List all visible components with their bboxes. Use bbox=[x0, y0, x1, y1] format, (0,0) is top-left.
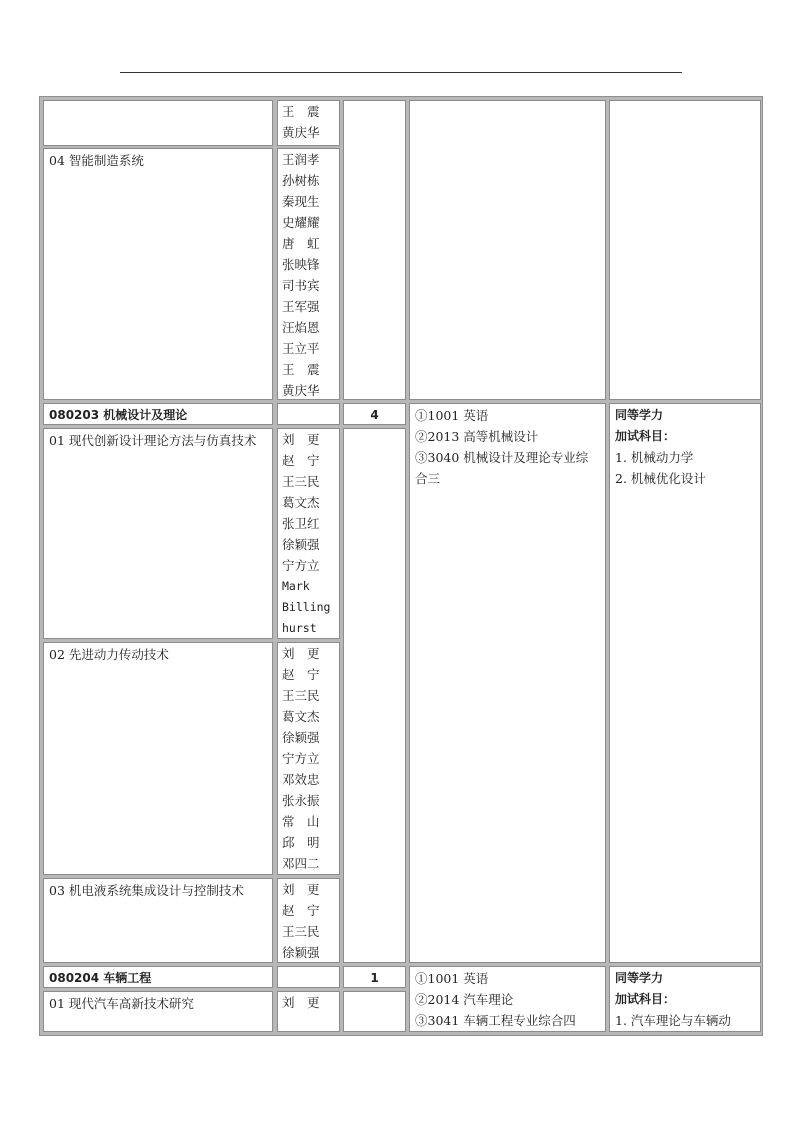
supervisor-name: 王三民 bbox=[282, 924, 320, 939]
supervisor-name: 秦现生 bbox=[282, 194, 320, 209]
direction-cell bbox=[43, 428, 273, 639]
exam-subject: ②2014 汽车理论 bbox=[415, 992, 514, 1007]
supervisors-cell bbox=[277, 148, 340, 400]
direction-cell bbox=[43, 642, 273, 875]
supervisor-name: 王三民 bbox=[282, 474, 320, 489]
direction-cell bbox=[43, 878, 273, 963]
quota-cell-empty bbox=[343, 991, 406, 1032]
supervisor-name: 宁方立 bbox=[282, 558, 320, 573]
supervisor-name: 宁方立 bbox=[282, 751, 320, 766]
notes-cell-empty bbox=[609, 100, 761, 400]
direction-title: 01 现代汽车高新技术研究 bbox=[49, 996, 194, 1011]
supervisor-name: 王三民 bbox=[282, 688, 320, 703]
supervisors-cell bbox=[277, 878, 340, 963]
supervisor-name: 葛文杰 bbox=[282, 709, 320, 724]
notes-cell bbox=[609, 966, 761, 1032]
quota-cell-empty bbox=[343, 428, 406, 963]
direction-cell-empty bbox=[43, 100, 273, 146]
quota-cell bbox=[343, 966, 406, 988]
program-table bbox=[39, 96, 763, 1036]
direction-title: 03 机电液系统集成设计与控制技术 bbox=[49, 883, 244, 898]
notes-cell bbox=[609, 403, 761, 963]
notes-subtitle: 加试科目： bbox=[615, 992, 676, 1006]
supervisor-name: 史耀耀 bbox=[282, 215, 320, 230]
supervisor-name: 徐颖强 bbox=[282, 945, 320, 960]
supervisor-name: 司书宾 bbox=[282, 278, 320, 293]
supervisor-name: 赵 宁 bbox=[282, 903, 320, 918]
supervisor-name: 张永振 bbox=[282, 793, 320, 808]
supervisor-header-empty bbox=[277, 403, 340, 425]
supervisor-name: 刘 更 bbox=[282, 995, 320, 1010]
exam-subject: ③3040 机械设计及理论专业综合三 bbox=[415, 450, 589, 486]
supervisor-name: 黄庆华 bbox=[282, 125, 320, 140]
notes-title: 同等学力 bbox=[615, 408, 664, 422]
supervisor-name: 邓效忠 bbox=[282, 772, 320, 787]
exam-subject: ②2013 高等机械设计 bbox=[415, 429, 539, 444]
supervisor-name: 唐 虹 bbox=[282, 236, 320, 251]
notes-subtitle: 加试科目： bbox=[615, 429, 676, 443]
supervisor-name: Mark bbox=[282, 579, 310, 593]
extra-subject: 2. 机械优化设计 bbox=[615, 471, 706, 486]
supervisor-name: 汪焰恩 bbox=[282, 320, 320, 335]
supervisor-name: 孙树栋 bbox=[282, 173, 320, 188]
major-title-cell bbox=[43, 966, 273, 988]
supervisor-name: 刘 更 bbox=[282, 646, 320, 661]
exam-subject: ③3041 车辆工程专业综合四 bbox=[415, 1013, 576, 1028]
supervisor-name: 王军强 bbox=[282, 299, 320, 314]
supervisor-name: 赵 宁 bbox=[282, 453, 320, 468]
exam-subject: ①1001 英语 bbox=[415, 408, 489, 423]
supervisors-cell bbox=[277, 100, 340, 146]
direction-cell bbox=[43, 991, 273, 1032]
supervisor-name: 张卫红 bbox=[282, 516, 320, 531]
exam-cell bbox=[409, 403, 606, 963]
supervisors-cell bbox=[277, 642, 340, 875]
supervisor-name: 赵 宁 bbox=[282, 667, 320, 682]
supervisor-name: 徐颖强 bbox=[282, 537, 320, 552]
quota-cell-empty bbox=[343, 100, 406, 400]
supervisor-name: hurst bbox=[282, 621, 317, 635]
quota-cell bbox=[343, 403, 406, 425]
direction-title: 01 现代创新设计理论方法与仿真技术 bbox=[49, 433, 257, 448]
direction-title: 04 智能制造系统 bbox=[49, 153, 144, 168]
supervisor-name: 刘 更 bbox=[282, 432, 320, 447]
supervisor-name: 王立平 bbox=[282, 341, 320, 356]
major-title: 080204 车辆工程 bbox=[49, 971, 152, 985]
notes-title: 同等学力 bbox=[615, 971, 664, 985]
supervisor-name: 黄庆华 bbox=[282, 383, 320, 398]
supervisors-cell bbox=[277, 991, 340, 1032]
major-title: 080203 机械设计及理论 bbox=[49, 408, 188, 422]
extra-subject: 1. 机械动力学 bbox=[615, 450, 694, 465]
quota-value: 4 bbox=[370, 408, 379, 422]
supervisor-name: 常 山 bbox=[282, 814, 320, 829]
supervisor-header-empty bbox=[277, 966, 340, 988]
exam-cell bbox=[409, 966, 606, 1032]
supervisor-name: 王润孝 bbox=[282, 152, 320, 167]
extra-subject: 1. 汽车理论与车辆动 bbox=[615, 1013, 731, 1028]
header-rule bbox=[120, 72, 682, 73]
quota-value: 1 bbox=[370, 971, 379, 985]
direction-cell bbox=[43, 148, 273, 400]
exam-subject: ①1001 英语 bbox=[415, 971, 489, 986]
direction-title: 02 先进动力传动技术 bbox=[49, 647, 169, 662]
supervisors-cell bbox=[277, 428, 340, 639]
supervisor-name: 刘 更 bbox=[282, 882, 320, 897]
supervisor-name: 邓四二 bbox=[282, 856, 320, 871]
supervisor-name: 张映锋 bbox=[282, 257, 320, 272]
supervisor-name: 葛文杰 bbox=[282, 495, 320, 510]
supervisor-name: 邱 明 bbox=[282, 835, 320, 850]
supervisor-name: 王 震 bbox=[282, 104, 320, 119]
supervisor-name: 王 震 bbox=[282, 362, 320, 377]
supervisor-name: 徐颖强 bbox=[282, 730, 320, 745]
supervisor-name: Billing bbox=[282, 600, 331, 614]
exam-cell-empty bbox=[409, 100, 606, 400]
major-title-cell bbox=[43, 403, 273, 425]
